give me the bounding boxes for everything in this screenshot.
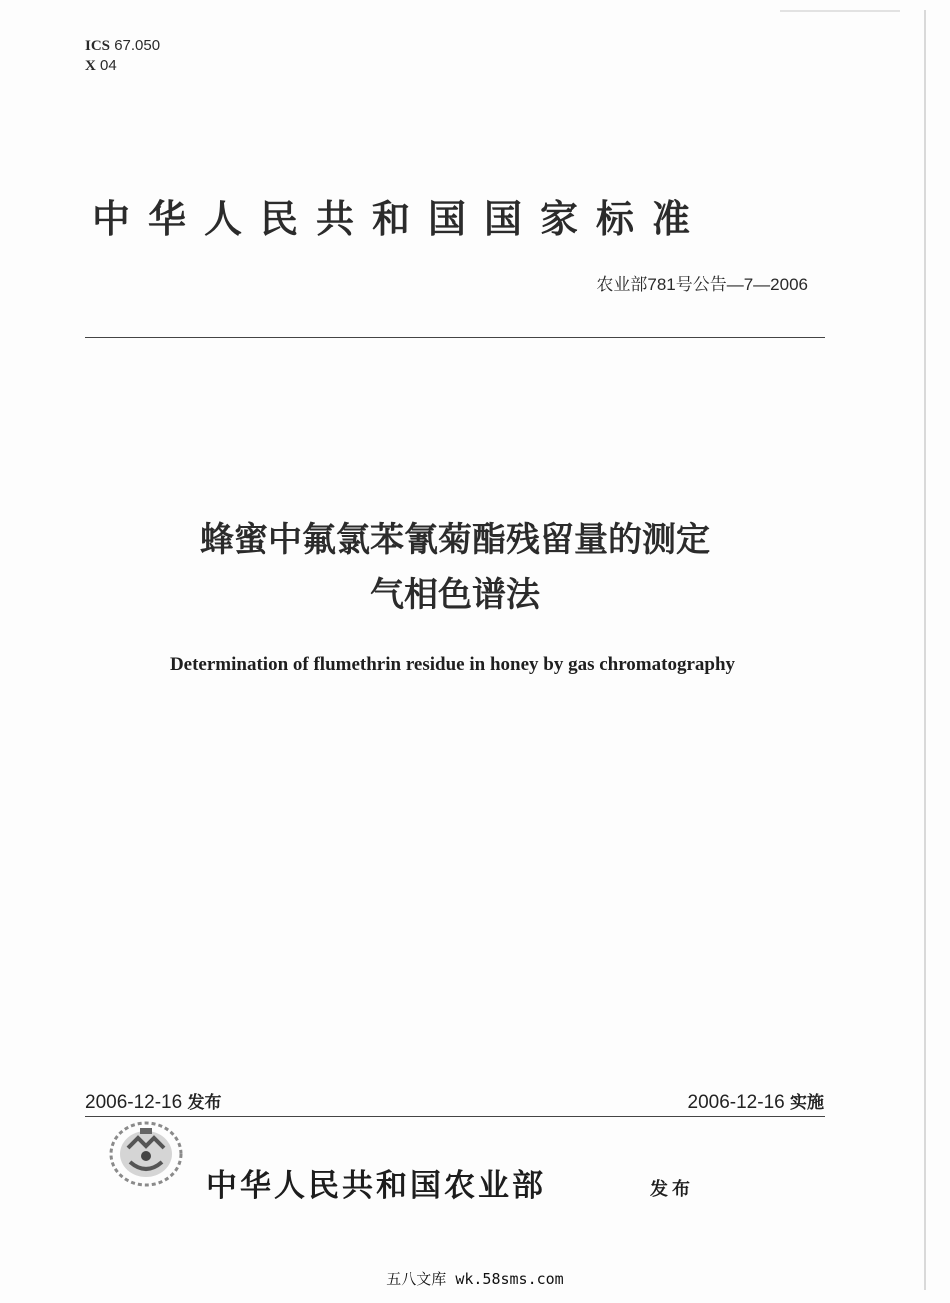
ics-line bbox=[85, 36, 160, 56]
ccs-line bbox=[85, 56, 160, 76]
english-title: Determination of flumethrin residue in honey by gas chromatography bbox=[169, 654, 736, 675]
footer-divider bbox=[85, 1116, 825, 1117]
standard-number: 农业部781号公告—7—2006 bbox=[596, 275, 808, 294]
implement-date-block bbox=[688, 1088, 824, 1114]
document-title-line1: 蜂蜜中氟氯苯氰菊酯残留量的测定 bbox=[200, 520, 710, 560]
publisher-name: 中华人民共和国农业部 bbox=[206, 1168, 546, 1204]
issue-label: 发布 bbox=[187, 1093, 222, 1113]
issue-date-block bbox=[85, 1088, 221, 1114]
ccs-label: X bbox=[85, 58, 96, 74]
document-title-line2: 气相色谱法 bbox=[370, 575, 540, 615]
classification-codes bbox=[85, 36, 160, 76]
ics-code: 67.050 bbox=[114, 37, 161, 54]
scan-edge-top bbox=[780, 10, 900, 12]
ministry-emblem-icon bbox=[108, 1120, 184, 1188]
implement-date: 2006-12-16 bbox=[687, 1092, 785, 1113]
scan-edge-right bbox=[924, 10, 926, 1290]
issue-date: 2006-12-16 bbox=[85, 1092, 183, 1113]
header-divider bbox=[85, 337, 825, 338]
standard-title: 中华人民共和国国家标准 bbox=[92, 197, 709, 241]
watermark: 五八文库 wk.58sms.com bbox=[386, 1270, 564, 1288]
ics-label: ICS bbox=[85, 38, 111, 54]
implement-label: 实施 bbox=[790, 1093, 824, 1113]
ccs-code: 04 bbox=[100, 57, 117, 74]
publisher-suffix: 发布 bbox=[650, 1179, 694, 1200]
